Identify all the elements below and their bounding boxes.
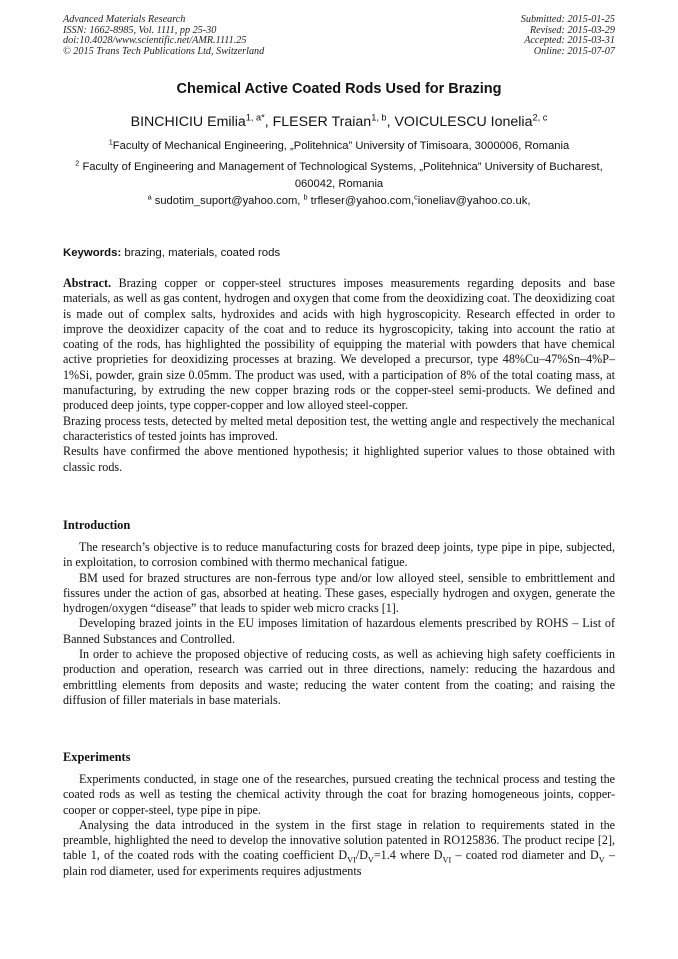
journal-info [63,15,264,57]
email-mark: b [303,192,308,202]
keywords [63,247,280,259]
author-affiliation-mark: 1, b [371,112,387,123]
author-separator: , [264,114,273,130]
text-run: – coated rod diameter and D [451,848,599,863]
author-list [0,114,678,130]
body-paragraph [63,818,615,879]
author-name: FLESER Traian [272,114,372,130]
author-affiliation-mark: 2, c [532,112,548,123]
author-emails [63,192,615,207]
abstract [63,276,615,475]
text-run: /D [355,848,368,863]
abstract-text: Brazing copper or copper-steel structures imposes measurements regarding deposits and base materials, as well as gas content, hydrogen and oxygen that come from the deoxidizing coat. The deoxidizing coat is made out of complex salts, hydroxides and acids with high hygroscopicity. Research effected in order to improve the deoxidizer capacity of the coat and to reduce its hygroscopicity, taking into account the ratio at coating of the rods, has highlighted the possibility of equipping the material with powders that have chemical active proprieties for deoxidizing processes at brazing. We developed a precursor, type 48%Cu–47%Sn–4%P–1%Si, powder, grain size 0.05mm. The product was used, with a participation of 8% of the total coating mass, at manufacturing, by extruding the new copper brazing rods or the copper-steel semi-products. We defined and produced deep joints, type copper-copper and low alloyed steel-copper. [63,276,615,413]
accepted-date: Accepted: 2015-03-31 [524,35,615,46]
text-run: – plain rod diameter, used for experiments requires adjustments [63,848,616,878]
body-paragraph: Experiments conducted, in stage one of the researches, pursued creating the technical process and testing the coated rods as well as testing the chemical activity through the coat for brazing homogeneous joints, copper-cooper or copper-steel, type pipe in pipe. [63,772,615,817]
keywords-text: brazing, materials, coated rods [121,247,281,259]
affiliation-2 [63,159,615,193]
journal-name: Advanced Materials Research [63,14,186,25]
abstract-paragraph [63,276,615,414]
issn-volume: ISSN: 1662-8985, Vol. 1111, pp 25-30 [63,24,217,36]
section-heading: Experiments [63,750,131,764]
subscript: VI [442,855,452,865]
email-address: sudotim_suport@yahoo.com, [154,195,304,207]
email-mark: a [147,192,152,202]
text-run: =1.4 where D [373,848,443,863]
dates-info [521,15,615,57]
abstract-paragraph: Results have confirmed the above mentioned hypothesis; it highlighted superior values to those obtained with classic rods. [63,444,615,474]
introduction-section [63,518,615,708]
subscript: V [367,855,374,865]
body-paragraph: In order to achieve the proposed objective of reducing costs, as well as achieving high safety coefficients in production and operation, research was carried out in three directions, namely: reducing the hazardous and embrittling elements from deposits and waste; reducing the water content from the coating; and raising the diffusion of filler materials in base materials. [63,647,615,707]
doi: doi:10.4028/www.scientific.net/AMR.1111.25 [63,35,247,46]
abstract-paragraph: Brazing process tests, detected by melted metal deposition test, the wetting angle and respectively the mechanical characteristics of tested joints has improved. [63,413,615,443]
submitted-date: Submitted: 2015-01-25 [520,14,615,25]
paper-title: Chemical Active Coated Rods Used for Brazing [176,81,502,97]
affiliation-mark: 1 [108,137,113,147]
affiliation-text: Faculty of Engineering and Management of Technological Systems, „Politehnica” University of Bucharest, 060042, Romania [82,161,603,190]
subscript: V [598,855,605,865]
subscript: VI [347,855,356,865]
body-paragraph: BM used for brazed structures are non-ferrous type and/or low alloyed steel, sensible to embrittlement and fissures under the action of gas, absorbed at heating. These gases, especially hydrogen and oxygen, generate the hydrogen/oxygen “disease” that leads to spider web micro cracks [1]. [63,570,615,616]
copyright: © 2015 Trans Tech Publications Ltd, Switzerland [63,45,265,57]
email-address: trfleser@yahoo.com, [310,195,415,207]
affiliation-1 [63,138,615,155]
author-affiliation-mark: 1, a* [245,112,265,123]
section-heading: Introduction [63,518,131,532]
online-date: Online: 2015-07-07 [533,45,615,57]
author-name: VOICULESCU Ionelia [394,114,533,130]
keywords-label: Keywords: [63,247,122,259]
author-separator: , [386,114,395,130]
body-paragraph: The research’s objective is to reduce manufacturing costs for brazed deep joints, type pipe in pipe, subjected, in exploitation, to corrosion combined with thermo mechanical fatigue. [63,540,615,570]
affiliation-mark: 2 [75,158,80,168]
revised-date: Revised: 2015-03-29 [529,24,615,36]
body-paragraph: Developing brazed joints in the EU imposes limitation of hazardous elements prescribed by ROHS – List of Banned Substances and Controlled. [63,616,615,646]
author-name: BINCHICIU Emilia [130,114,246,130]
email-mark: c [414,192,418,202]
abstract-label: Abstract. [63,276,112,290]
affiliation-text: Faculty of Mechanical Engineering, „Politehnica” University of Timisoara, 3000006, Romania [112,140,570,152]
experiments-section [63,750,615,879]
text-run: Analysing the data introduced in the system in the first stage in relation to requirements stated in the preamble, highlighted the need to develop the innovative solution patented in RO125836. The product recipe [2], table 1, of the coated rods with the coating coefficient D [63,817,615,863]
email-address: ioneliav@yahoo.co.uk, [417,195,531,207]
